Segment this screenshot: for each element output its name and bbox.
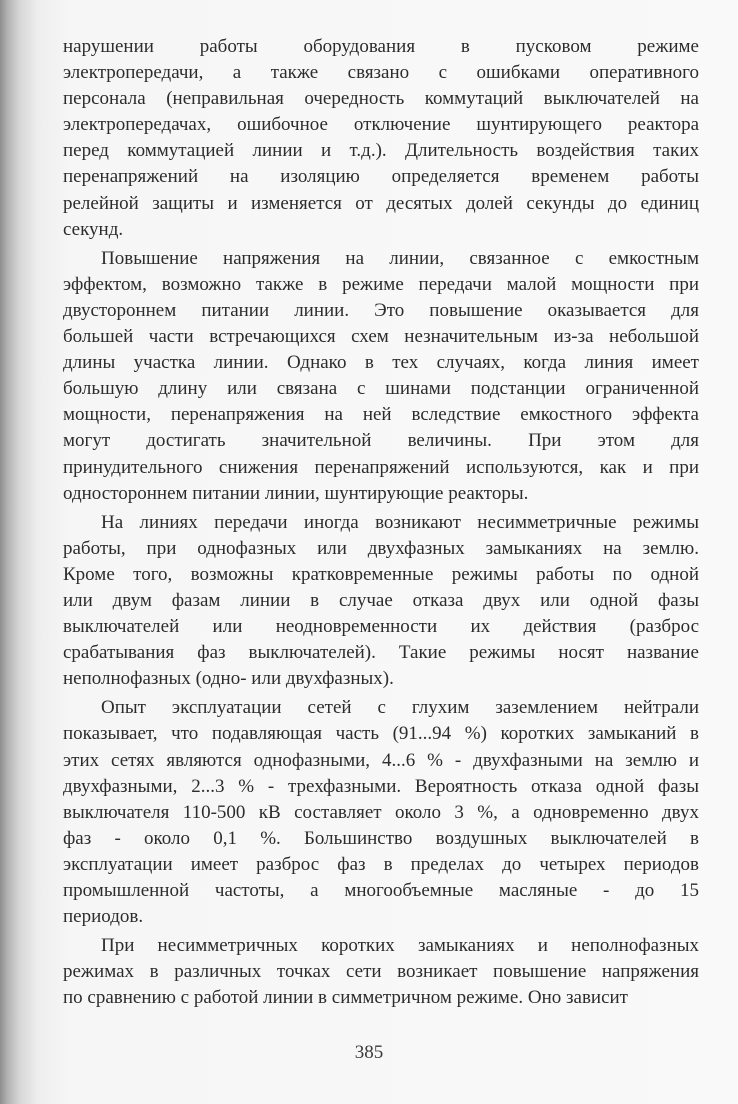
- text-line: перенапряжений на изоляцию определяется временем работы: [63, 166, 699, 188]
- paragraph: [63, 510, 699, 693]
- text-line: двухфазными, 2...3 % - трехфазными. Вероятность отказа одной фазы: [63, 775, 699, 797]
- text-line: персонала (неправильная очередность коммутаций выключателей на: [63, 88, 699, 110]
- text-line: срабатывания фаз выключателей). Такие режимы носят название: [63, 642, 699, 664]
- text-line: электропередачах, ошибочное отключение шунтирующего реактора: [63, 114, 699, 136]
- paragraph: [63, 246, 699, 507]
- text-line: фаз - около 0,1 %. Большинство воздушных выключателей в: [63, 827, 699, 849]
- text-line: выключателей или неодновременности их действия (разброс: [63, 616, 699, 638]
- text-line: электропередачи, а также связано с ошибками оперативного: [63, 62, 699, 84]
- text-line: работы, при однофазных или двухфазных замыканиях на землю.: [63, 537, 699, 559]
- text-line: релейной защиты и изменяется от десятых долей секунды до единиц: [63, 192, 699, 214]
- text-line: периодов.: [63, 906, 144, 928]
- text-line: показывает, что подавляющая часть (91...94 %) коротких замыканий в: [63, 723, 699, 745]
- text-line: промышленной частоты, а многообъемные масляные - до 15: [63, 880, 699, 901]
- text-line: длины участка линии. Однако в тех случаях, когда линия имеет: [63, 352, 699, 374]
- body-text: [63, 34, 699, 1011]
- text-line: большей части встречающихся схем незначительным из-за небольшой: [63, 326, 699, 348]
- text-line: При несимметричных коротких замыканиях и неполнофазных: [101, 935, 699, 957]
- page-number: 385: [354, 1042, 384, 1063]
- text-line: одностороннем питании линии, шунтирующие реакторы.: [63, 482, 529, 504]
- text-line: На линиях передачи иногда возникают несимметричные режимы: [101, 511, 699, 533]
- paragraph: [63, 933, 699, 1011]
- text-line: принудительного снижения перенапряжений используются, как и при: [63, 456, 699, 478]
- text-line: нарушении работы оборудования в пусковом режиме: [63, 36, 699, 57]
- text-line: или двум фазам линии в случае отказа двух или одной фазы: [63, 589, 699, 611]
- text-line: большую длину или связана с шинами подстанции ограниченной: [63, 378, 699, 400]
- text-line: неполнофазных (одно- или двухфазных).: [63, 668, 394, 690]
- text-line: выключателя 110-500 кВ составляет около 3 %, а одновременно двух: [63, 801, 699, 823]
- text-line: двустороннем питании линии. Это повышение оказывается для: [63, 299, 699, 321]
- text-line: перед коммутацией линии и т.д.). Длительность воздействия таких: [63, 140, 699, 162]
- paragraph: [63, 34, 699, 243]
- text-line: мощности, перенапряжения на ней вследствие емкостного эффекта: [63, 404, 699, 426]
- text-line: эффектом, возможно также в режиме передачи малой мощности при: [63, 273, 699, 295]
- text-line: режимах в различных точках сети возникает повышение напряжения: [63, 961, 699, 983]
- text-line: Опыт эксплуатации сетей с глухим заземлением нейтрали: [101, 697, 699, 719]
- text-line: этих сетях являются однофазными, 4...6 % - двухфазными на землю и: [63, 749, 699, 771]
- text-line: Повышение напряжения на линии, связанное с емкостным: [101, 247, 699, 269]
- text-line: секунд.: [63, 218, 124, 240]
- text-line: Кроме того, возможны кратковременные режимы работы по одной: [63, 563, 699, 585]
- text-line: могут достигать значительной величины. При этом для: [63, 430, 699, 452]
- paragraph: [63, 695, 699, 930]
- text-line: эксплуатации имеет разброс фаз в пределах до четырех периодов: [63, 853, 699, 875]
- text-line: по сравнению с работой линии в симметричном режиме. Оно зависит: [63, 987, 628, 1009]
